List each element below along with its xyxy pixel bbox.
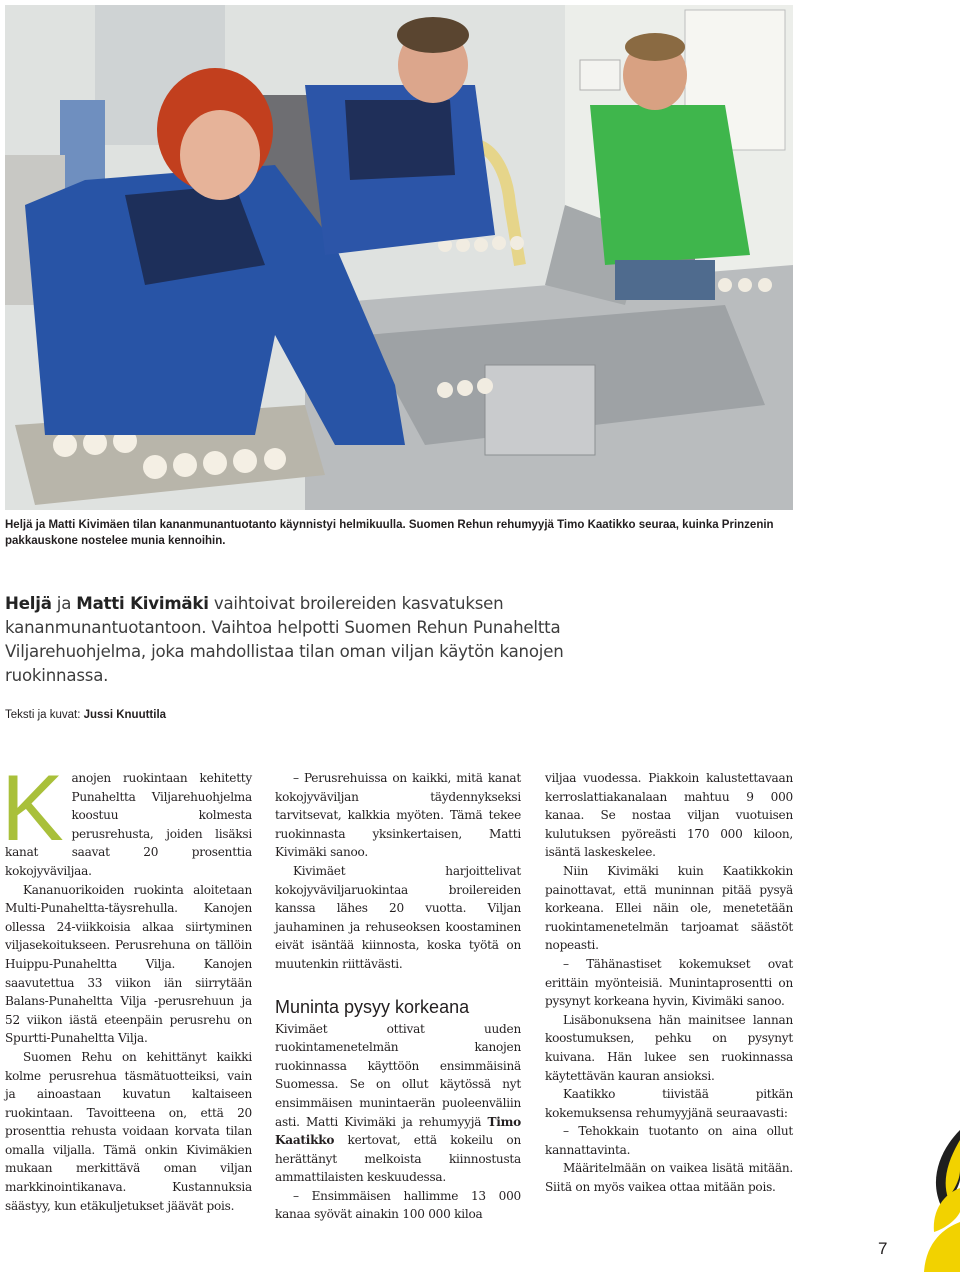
credit-author: Jussi Knuuttila — [83, 709, 167, 721]
photo-caption: Heljä ja Matti Kivimäen tilan kananmunantuotanto käynnistyi helmikuulla. Suomen Rehun rehumyyjä Timo Kaatikko seuraa, kuinka Prinzenin pakkauskone nostelee munia kennoihin. — [5, 519, 774, 547]
col3-paragraph-7: Määritelmään on vaikea lisätä mitään. Siitä on myös vaikea ottaa mitään pois. — [545, 1161, 793, 1195]
author-credit — [5, 709, 166, 721]
col3-paragraph-1: viljaa vuodessa. Piakkoin kalustettavaan kerroslattiakanalaan mahtuu 9 000 kanaa. Se nostaa viljan vuotuisen kulutuksen pyöreästi 170 000 kiloon, isäntä laskeskelee. — [545, 771, 793, 860]
col2-p3-text-a: Kivimäet ottivat uuden ruokintamenetelmän kanojen ruokinnassa käyttöön ensimmäisinä Suomessa. Se on ollut käytössä nyt ensimmäisen munintaerän puoleenväliin asti. Matti Kivimäki ja rehumyyjä — [275, 1021, 521, 1129]
col3-paragraph-2: Niin Kivimäki kuin Kaatikkokin painottavat, että muninnan pitää pysyä korkeana. Ellei näin ole, menetetään ruokintamenetelmän tarjoamat säästöt nopeasti. — [545, 863, 793, 953]
egg-packing-scene-illustration — [5, 5, 793, 510]
dropcap-letter: K — [1, 755, 64, 860]
column-2 — [275, 769, 521, 1224]
col1-paragraph-3: Suomen Rehu on kehittänyt kaikki kolme perusrehua täsmätuotteiksi, vain ja ainoastaan kuvatun kaltaiseen ruokintaan. Tavoitteena on, että 20 prosenttia rehusta voidaan korvata tilan omalla viljalla. Tämä onkin Kivimäkien mukaan merkittävä oman viljan markkinointikanava. Kustannuksia säästyy, kun etäkuljetukset jäävät pois. — [5, 1049, 252, 1213]
lead-name-matti: Matti Kivimäki — [76, 594, 209, 613]
col1-paragraph-1: anojen ruokintaan kehitetty Punaheltta Viljarehuohjelma koostuu kolmesta perusrehusta, joiden lisäksi kanat saavat 20 prosenttia kokojyväviljaa. — [5, 771, 252, 878]
col3-paragraph-6: – Tehokkain tuotanto on aina ollut kannattavinta. — [545, 1124, 793, 1157]
section-subheading: Munintа pysyy korkeana — [275, 996, 470, 1017]
column-3 — [545, 769, 793, 1197]
col2-paragraph-4: – Ensimmäisen hallimme 13 000 kanaa syövät ainakin 100 000 kiloa — [275, 1188, 521, 1222]
col2-paragraph-3 — [275, 1020, 521, 1187]
article-photo — [5, 5, 793, 510]
col2-p3-text-b: kertovat, että kokeilu on herättänyt melkoista kiinnostusta ammattilaisten keskuudessa. — [275, 1133, 521, 1185]
col2-p3-name: Timo Kaatikko — [275, 1114, 521, 1148]
column-1 — [1, 755, 252, 1215]
lead-conjunction: ja — [51, 594, 77, 613]
page-number: 7 — [878, 1239, 888, 1258]
lead-name-helja: Heljä — [5, 594, 52, 613]
col3-paragraph-5: Kaatikko tiivistää pitkän kokemuksensa rehumyyjänä seuraavasti: — [545, 1087, 793, 1120]
credit-label: Teksti ja kuvat: — [5, 709, 84, 721]
leaf-logo-icon — [920, 1130, 960, 1277]
col1-paragraph-2: Kananuorikoiden ruokinta aloitetaan Multi-Punaheltta-täysrehulla. Kanojen ollessa 24-viikkoisia alkaa siirtyminen viljasekoitukseen. Perusrehuna on tällöin Huippu-Punaheltta Vilja. Kanojen saavutettua 33 viikon iän siirrytään Balans-Punaheltta Vilja -perusrehuun ja 52 viikon iästä eteenpäin perusrehu on Spurtti-Punaheltta Vilja. — [5, 882, 252, 1046]
lead-paragraph — [5, 592, 595, 688]
col2-paragraph-1: – Perusrehuissa on kaikki, mitä kanat kokojyväviljan täydennykseksi tarvitsevat, kalkkia myöten. Tämä tekee ruokinnasta yksinkertaisen, Matti Kivimäki sanoo. — [275, 771, 521, 860]
lead-text: vaihtoivat broilereiden kasvatuksen kananmunantuotantoon. Vaihtoa helpotti Suomen Rehun Punaheltta Viljarehuohjelma, joka mahdollistaa tilan oman viljan käytön kanojen ruokinnassa. — [5, 594, 564, 685]
col3-paragraph-3: – Tähänastiset kokemukset ovat erittäin myönteisiä. Munintaprosentti on pysynyt korkeana hyvin, Kivimäki sanoo. — [545, 956, 793, 1009]
col3-paragraph-4: Lisäbonuksena hän mainitsee lannan koostumuksen, pehku on pysynyt kuivana. Hän lukee sen ruokinnassa käytettävän kauran ansioksi. — [545, 1012, 793, 1083]
col2-paragraph-2: Kivimäet harjoittelivat kokojyväviljaruokintaa broilereiden kanssa lähes 20 vuotta. Viljan jauhaminen ja rehuseoksen koostaminen eivät isäntää kiinnosta, koska työtä on muutenkin riittävästi. — [275, 863, 521, 971]
